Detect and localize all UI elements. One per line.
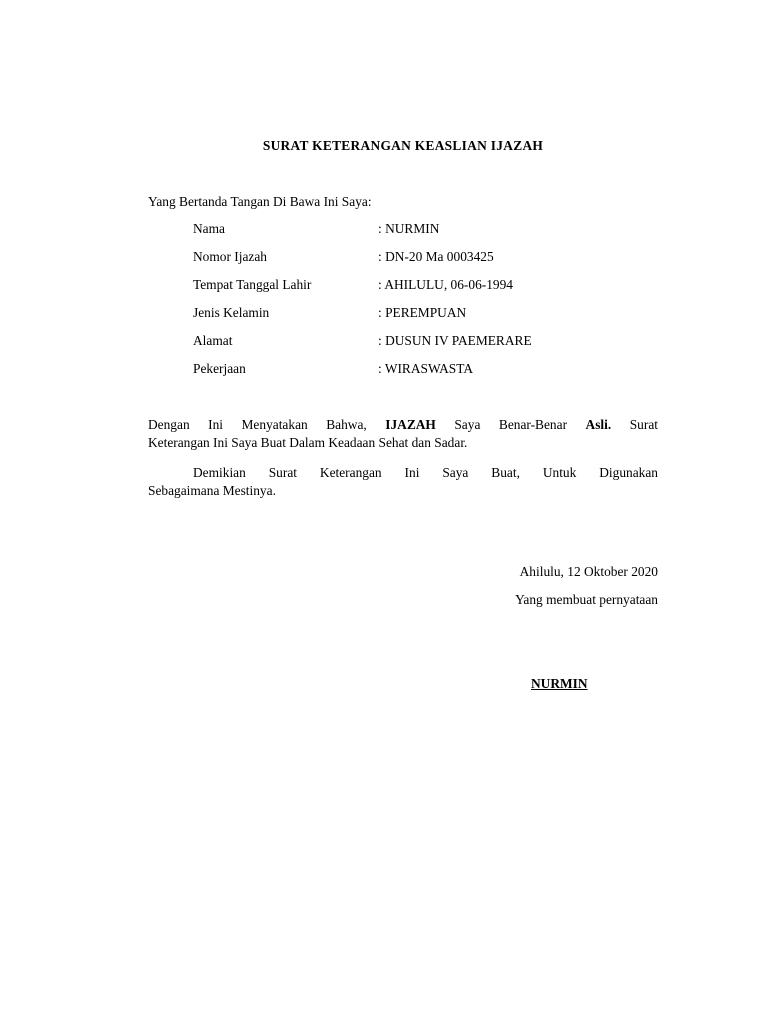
field-label: Pekerjaan — [193, 361, 246, 376]
field-label: Nomor Ijazah — [193, 249, 267, 264]
field-label: Nama — [193, 221, 225, 236]
intro-text: Yang Bertanda Tangan Di Bawa Ini Saya: — [148, 194, 372, 209]
field-row-alamat — [193, 333, 653, 361]
field-value: : AHILULU, 06-06-1994 — [378, 277, 514, 292]
statement-text: Surat — [611, 417, 658, 432]
field-row-pekerjaan — [193, 361, 653, 389]
field-value: : DUSUN IV PAEMERARE — [378, 333, 532, 348]
place-date: Ahilulu, 12 Oktober 2020 — [519, 564, 658, 579]
statement-asli-bold: Asli. — [585, 417, 612, 432]
closing-line-2: Sebagaimana Mestinya. — [148, 483, 276, 498]
field-label: Jenis Kelamin — [193, 305, 270, 320]
statement-text: Saya Benar-Benar — [435, 417, 586, 432]
signer-name: NURMIN — [531, 676, 588, 691]
statement-paragraph — [148, 416, 658, 452]
field-label: Alamat — [193, 333, 233, 348]
signer-role: Yang membuat pernyataan — [515, 592, 658, 607]
field-label: Tempat Tanggal Lahir — [193, 277, 312, 292]
field-row-tempat-tanggal-lahir — [193, 277, 653, 305]
closing-line-1: Demikian Surat Keterangan Ini Saya Buat, Untuk Digunakan — [193, 465, 658, 480]
field-value: : PEREMPUAN — [378, 305, 467, 320]
field-row-jenis-kelamin — [193, 305, 653, 333]
field-value: : NURMIN — [378, 221, 440, 236]
statement-text: Dengan Ini Menyatakan Bahwa, — [148, 417, 386, 432]
statement-line-1 — [148, 416, 658, 434]
field-value: : WIRASWASTA — [378, 361, 474, 376]
statement-ijazah-bold: IJAZAH — [385, 417, 436, 432]
document-title: SURAT KETERANGAN KEASLIAN IJAZAH — [262, 138, 544, 153]
field-row-nomor-ijazah — [193, 249, 653, 277]
field-value: : DN-20 Ma 0003425 — [378, 249, 494, 264]
identity-fields — [193, 221, 653, 389]
field-row-nama — [193, 221, 653, 249]
statement-line-2: Keterangan Ini Saya Buat Dalam Keadaan Sehat dan Sadar. — [148, 435, 468, 450]
closing-paragraph — [148, 464, 658, 500]
